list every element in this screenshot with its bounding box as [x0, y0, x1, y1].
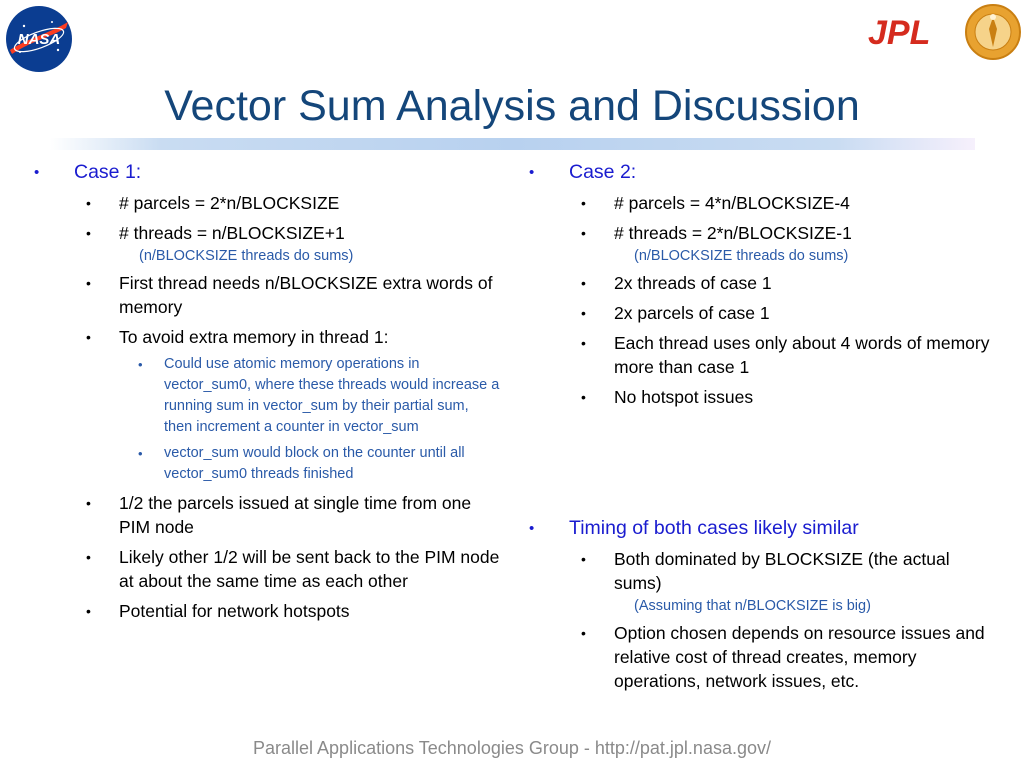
spacer — [525, 409, 995, 516]
list-item — [30, 491, 500, 539]
list-item-text: Potential for network hotspots — [119, 601, 350, 621]
list-item — [525, 385, 995, 409]
bullet-icon: • — [581, 275, 586, 291]
list-item-text: Option chosen depends on resource issues and relative cost of thread creates, memory operations, network issues, etc. — [614, 623, 985, 691]
footer-text: Parallel Applications Technologies Group - http://pat.jpl.nasa.gov/ — [253, 738, 771, 758]
bullet-icon: • — [581, 335, 586, 351]
bullet-icon: • — [86, 549, 91, 565]
caltech-seal-icon — [964, 3, 1022, 61]
list-item-text: To avoid extra memory in thread 1: — [119, 327, 389, 347]
sub-list-item — [30, 354, 500, 438]
bullet-icon: • — [581, 225, 586, 241]
bullet-icon: • — [86, 603, 91, 619]
left-column — [30, 160, 500, 623]
bullet-icon: • — [529, 520, 535, 537]
list-item-text: Likely other 1/2 will be sent back to the PIM node at about the same time as each other — [119, 547, 500, 591]
list-item — [30, 599, 500, 623]
list-item-text: 2x threads of case 1 — [614, 273, 772, 293]
list-item-text: # threads = 2*n/BLOCKSIZE-1 — [614, 223, 852, 243]
bullet-icon: • — [86, 329, 91, 345]
list-item — [30, 221, 500, 245]
svg-text:JPL: JPL — [868, 14, 931, 48]
list-item — [30, 271, 500, 319]
case1-heading — [30, 160, 500, 185]
list-item-note: (Assuming that n/BLOCKSIZE is big) — [634, 598, 871, 614]
sub-list-item-text: Could use atomic memory operations in vector_sum0, where these threads would increase a running sum in vector_sum by their partial sum, then increment a counter in vector_sum — [164, 356, 500, 435]
bullet-icon: • — [34, 164, 40, 181]
list-item — [525, 221, 995, 245]
svg-text:NASA: NASA — [17, 31, 61, 48]
list-item-text: Each thread uses only about 4 words of memory more than case 1 — [614, 333, 990, 377]
slide-title: Vector Sum Analysis and Discussion — [164, 82, 860, 130]
timing-heading-text: Timing of both cases likely similar — [569, 517, 859, 539]
list-item-text: 2x parcels of case 1 — [614, 303, 770, 323]
list-item-text: No hotspot issues — [614, 387, 754, 407]
bullet-icon: • — [581, 625, 586, 641]
bullet-icon: • — [529, 164, 535, 181]
case1-heading-text: Case 1: — [74, 161, 142, 183]
bullet-icon: • — [86, 495, 91, 511]
sub-list-item — [30, 443, 500, 485]
bullet-icon: • — [86, 225, 91, 241]
right-column — [525, 160, 995, 693]
list-item-text: First thread needs n/BLOCKSIZE extra words of memory — [119, 273, 493, 317]
bullet-icon: • — [581, 389, 586, 405]
bullet-icon: • — [581, 195, 586, 211]
caltech-seal — [964, 3, 1022, 61]
list-item-note: (n/BLOCKSIZE threads do sums) — [634, 248, 849, 264]
case2-heading — [525, 160, 995, 185]
jpl-logo-icon — [868, 14, 960, 48]
bullet-icon: • — [581, 551, 586, 567]
list-item-text: # parcels = 4*n/BLOCKSIZE-4 — [614, 193, 850, 213]
bullet-icon: • — [86, 275, 91, 291]
list-item — [525, 271, 995, 295]
title-divider — [50, 138, 975, 150]
list-item — [30, 325, 500, 349]
list-item — [30, 191, 500, 215]
bullet-icon: • — [138, 446, 143, 461]
list-item — [525, 301, 995, 325]
list-item-text: Both dominated by BLOCKSIZE (the actual sums) — [614, 549, 950, 593]
nasa-logo — [4, 4, 74, 74]
case2-heading-text: Case 2: — [569, 161, 637, 183]
list-item — [525, 331, 995, 379]
list-item-text: 1/2 the parcels issued at single time from one PIM node — [119, 493, 472, 537]
sub-list-item-text: vector_sum would block on the counter until all vector_sum0 threads finished — [164, 445, 465, 482]
list-item — [30, 545, 500, 593]
list-item — [525, 621, 995, 693]
list-item — [525, 547, 995, 595]
list-item-text: # parcels = 2*n/BLOCKSIZE — [119, 193, 340, 213]
list-item — [525, 191, 995, 215]
bullet-icon: • — [138, 357, 143, 372]
nasa-meatball-icon — [4, 4, 74, 74]
bullet-icon: • — [86, 195, 91, 211]
timing-heading — [525, 516, 995, 541]
jpl-logo — [868, 14, 960, 48]
list-item-note: (n/BLOCKSIZE threads do sums) — [139, 248, 354, 264]
bullet-icon: • — [581, 305, 586, 321]
list-item-text: # threads = n/BLOCKSIZE+1 — [119, 223, 345, 243]
